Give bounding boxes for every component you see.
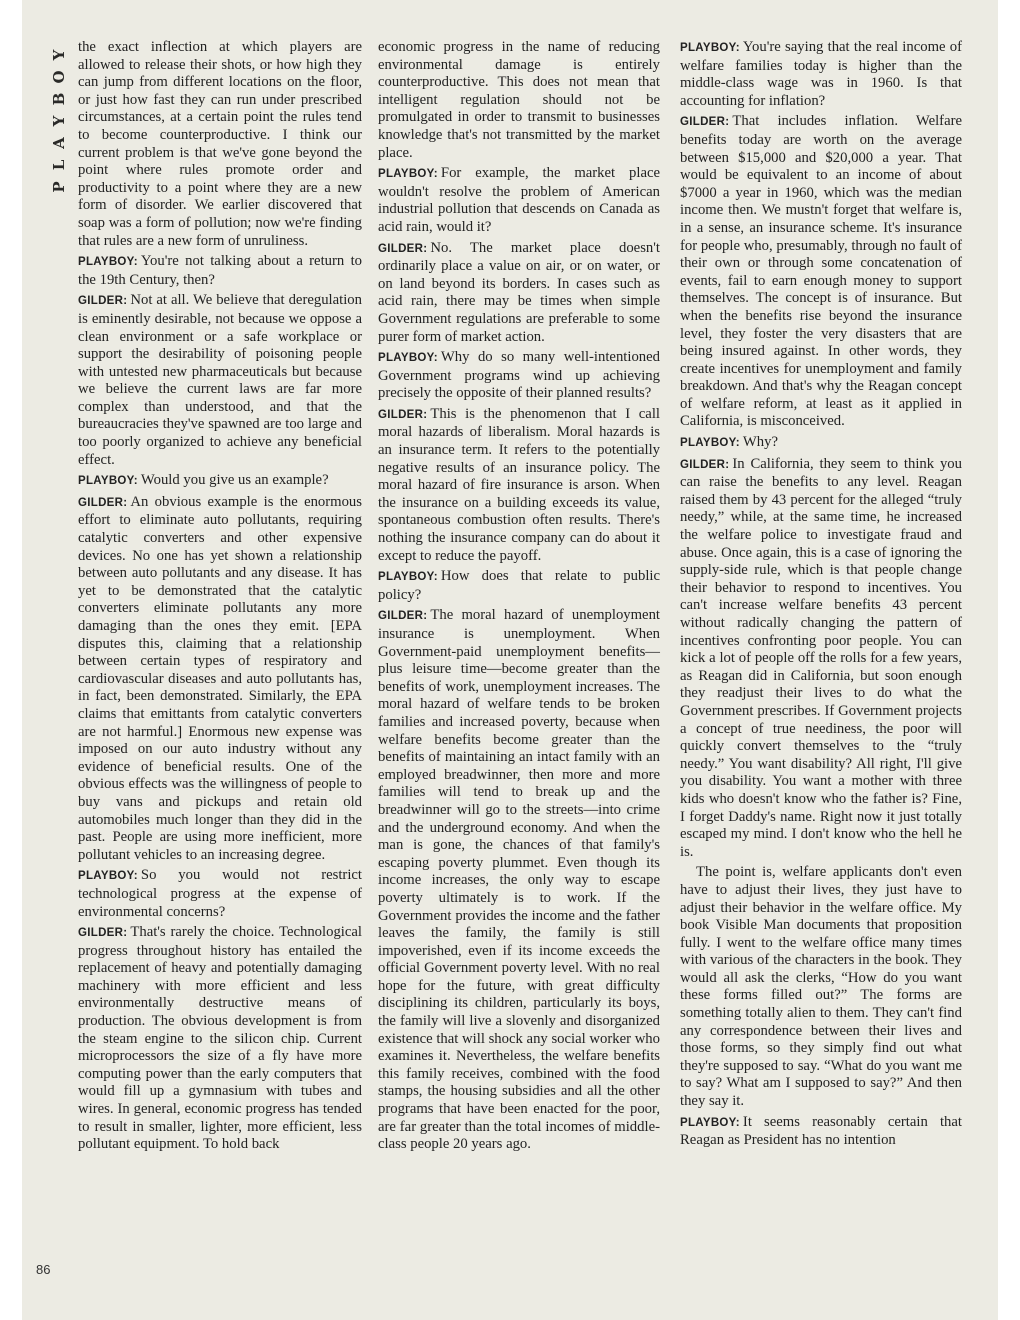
speaker-label: PLAYBOY: — [78, 870, 138, 883]
speaker-label: PLAYBOY: — [680, 1116, 740, 1129]
paragraph — [78, 253, 362, 289]
paragraph-text: the exact inflection at which players are allowed to release their shots, or how high they can jump from different locations on the floor, or just how fast they can run under prescribed circumstances, at a certain point the rules tend to become counterproductive. I think our current problem is that we've gone beyond the point where rules promote order and productivity to a point where they are a new form of disorder. We earlier discovered that soap was a form of pollution; now we're finding that rules are a new form of unruliness. — [78, 39, 362, 249]
page-number: 86 — [36, 1262, 51, 1277]
text-column-3 — [680, 39, 962, 1153]
speaker-label: GILDER: — [78, 295, 128, 308]
masthead-vertical: Y O B Y A L P — [50, 49, 68, 193]
speaker-label: GILDER: — [78, 496, 128, 509]
speaker-label: GILDER: — [378, 408, 428, 421]
paragraph — [378, 39, 660, 162]
paragraph — [680, 1114, 962, 1150]
paragraph-text: That includes inflation. Welfare benefits today are worth on the average between $15,000 and $20,000 a year. That would be equivalent to an income of about $7000 a year in 1960, which was the median income then. We mustn't forget that welfare is, in a sense, an insurance scheme. It's insurance for people who, presumably, through no fault of their own or through some concatenation of events, fail to earn enough money to support themselves. The concept is of insurance. But when the benefits rise beyond the insurance level, they foster the very disasters that are being insured against. In other words, they create incentives for unemployment and family breakdown. And that's why the Reagan concept of welfare reform, at least as it applied in California, is misconceived. — [680, 113, 962, 430]
paragraph-text: It seems reasonably certain that Reagan as President has no intention — [680, 1113, 962, 1149]
paragraph-text: How does that relate to public policy? — [378, 568, 660, 603]
speaker-label: GILDER: — [78, 927, 128, 940]
paragraph — [78, 924, 362, 1154]
paragraph — [78, 292, 362, 469]
paragraph-text: Why do so many well-intentioned Government programs wind up achieving precisely the opposite of their planned results? — [378, 349, 660, 402]
paragraph-text: The moral hazard of unemployment insurance is unemployment. When Government-paid unemployment benefits—plus leisure time—become greater than the benefits of work, unemployment increases. The moral hazard of welfare tends to be broken families and increased poverty, because when welfare benefits become greater than the benefits of maintaining an intact family with an employed breadwinner, then more and more families will tend to break up and the breadwinner will go to the streets—into crime and the underground economy. And when the man is gone, the chances of that family's escaping poverty plummet. Even though its income increases, the only way to escape poverty ultimately is to work. If the Government provides the income and the father leaves the family, the family is still impoverished, even if its income exceeds the official Government poverty level. With no real hope for the future, with great difficulty disciplining its children, particularly its boys, the family will live a slovenly and disorganized existence that will shock any social worker who examines it. Nevertheless, the welfare benefits this family receives, combined with the food stamps, the housing subsidies and all the other programs that have been enacted for the poor, are far greater than the total incomes of middle-class people 20 years ago. — [378, 607, 660, 1153]
paragraph — [378, 607, 660, 1153]
paragraph-text: Not at all. We believe that deregulation is eminently desirable, not because we oppose a clean environment or a safe workplace or support the desirability of poisoning people with untested new pharmaceuticals but because we believe the current laws are far more complex than understood, and that the bureaucracies they've spawned are too large and too poorly organized to achieve any beneficial effect. — [78, 292, 362, 468]
speaker-label: GILDER: — [378, 610, 428, 623]
speaker-label: PLAYBOY: — [378, 571, 438, 584]
speaker-label: PLAYBOY: — [680, 42, 740, 54]
paragraph — [378, 568, 660, 604]
paragraph-text: An obvious example is the enormous effort to eliminate auto pollutants, requiring catalytic converters and other expensive devices. No one has yet shown a relationship between auto pollutants and any disease. It has yet to be demonstrated that the catalytic converters eliminate pollutants any more damaging than the ones they emit. [EPA disputes this, claiming that a relationship between certain types of respiratory and cardiovascular diseases and auto pollutants has, in fact, been demonstrated. Similarly, the EPA claims that emittants from catalytic converters are not harmful.] Enormous new expense was imposed on our auto industry without any evidence of beneficial results. One of the obvious effects was the willingness of people to buy vans and pickups and retain old automobiles much longer than they did in the past. People are using more inefficient, more pollutant vehicles to an increasing degree. — [78, 493, 362, 863]
paragraph-text: This is the phenomenon that I call moral hazards of liberalism. Moral hazards is an insurance term. It refers to the potentially negative results of an insurance policy. The moral hazard of fire insurance is arson. When the insurance on a building exceeds its value, spontaneous combustion often results. There's nothing the insurance company can do about it except to reduce the payoff. — [378, 405, 660, 564]
magazine-page — [22, 0, 998, 1320]
speaker-label: PLAYBOY: — [378, 352, 438, 365]
paragraph-text: Why? — [742, 434, 778, 451]
paragraph-text: In California, they seem to think you can raise the benefits to any level. Reagan raised them by 43 percent for the alleged “truly needy,” while, at the same time, he increased the welfare police to investigate fraud and abuse. Once again, this is a case of ignoring the supply-side rule, which is that people change their behavior to respond to incentives. You can't increase welfare benefits 43 percent without radically changing the pattern of incentives confronting poor people. You can kick a lot of people off the rolls for a few years, as Reagan did in California, but soon enough they readjust their lives to do what the Government prescribes. If Government projects a concept of true neediness, the poor will quickly convert themselves to the “truly needy.” You want disability? All right, I'll give you disability. You want a mother with three kids who doesn't know who the father is? Fine, I forget Daddy's name. Right now it just totally escaped my mind. I don't know who the hell he is. — [680, 455, 962, 860]
paragraph — [378, 240, 660, 347]
speaker-label: GILDER: — [680, 116, 730, 129]
paragraph — [680, 864, 962, 1110]
paragraph — [78, 472, 362, 491]
paragraph — [680, 113, 962, 431]
paragraph — [78, 867, 362, 921]
paragraph — [378, 406, 660, 565]
paragraph-text: That's rarely the choice. Technological progress throughout history has entailed the replacement of heavy and potentially damaging machinery with more efficient and less environmentally destructive means of production. The obvious development is from the steam engine to the silicon chip. Current microprocessors the size of a fly have more computing power than the early computers that would fill up a gymnasium with tubes and wires. In general, economic progress has tended to result in smaller, lighter, more efficient, less pollutant equipment. To hold back — [78, 924, 362, 1153]
paragraph-text: You're saying that the real income of welfare families today is higher than the middle-class wage was in 1960. Is that accounting for inflation? — [680, 39, 962, 109]
paragraph-text: For example, the market place wouldn't resolve the problem of American industrial pollution that descends on Canada as acid rain, would it? — [378, 165, 660, 235]
paragraph — [680, 39, 962, 110]
paragraph — [378, 349, 660, 403]
paragraph-text: No. The market place doesn't ordinarily place a value on air, or on water, or on land beyond its borders. In cases such as acid rain, there may be times when simple Government regulations are preferable to some purer form of market action. — [378, 239, 660, 345]
text-column-1 — [78, 39, 362, 1157]
paragraph-text: The point is, welfare applicants don't even have to adjust their lives, they just have to adjust their behavior in the welfare office. My book Visible Man documents that proposition fully. I went to the welfare office many times with various of the characters in the book. They would all ask the clerks, “How do you want these forms filled out?” The forms are something totally alien to them. They can't find any correspondence between their lives and those forms, so they simply find out what they're supposed to say. “What do you want me to say? What am I supposed to say?” And then they say it. — [680, 864, 962, 1110]
speaker-label: GILDER: — [680, 458, 730, 471]
text-column-2 — [378, 39, 660, 1157]
paragraph — [78, 39, 362, 250]
speaker-label: PLAYBOY: — [78, 475, 138, 488]
speaker-label: PLAYBOY: — [78, 256, 138, 269]
paragraph — [680, 456, 962, 862]
paragraph-text: Would you give us an example? — [140, 472, 329, 489]
paragraph-text: So you would not restrict technological progress at the expense of environmental concerns? — [78, 867, 362, 920]
paragraph — [378, 165, 660, 236]
paragraph — [78, 494, 362, 864]
paragraph-text: economic progress in the name of reducing environmental damage is entirely counterproductive. This does not mean that intelligent regulation should not be promulgated in order to transmit to businesses knowledge that's not transmitted by the market place. — [378, 39, 660, 161]
speaker-label: PLAYBOY: — [378, 168, 438, 181]
paragraph-text: You're not talking about a return to the 19th Century, then? — [78, 253, 362, 288]
speaker-label: GILDER: — [378, 242, 428, 255]
paragraph — [680, 434, 962, 453]
speaker-label: PLAYBOY: — [680, 437, 740, 450]
